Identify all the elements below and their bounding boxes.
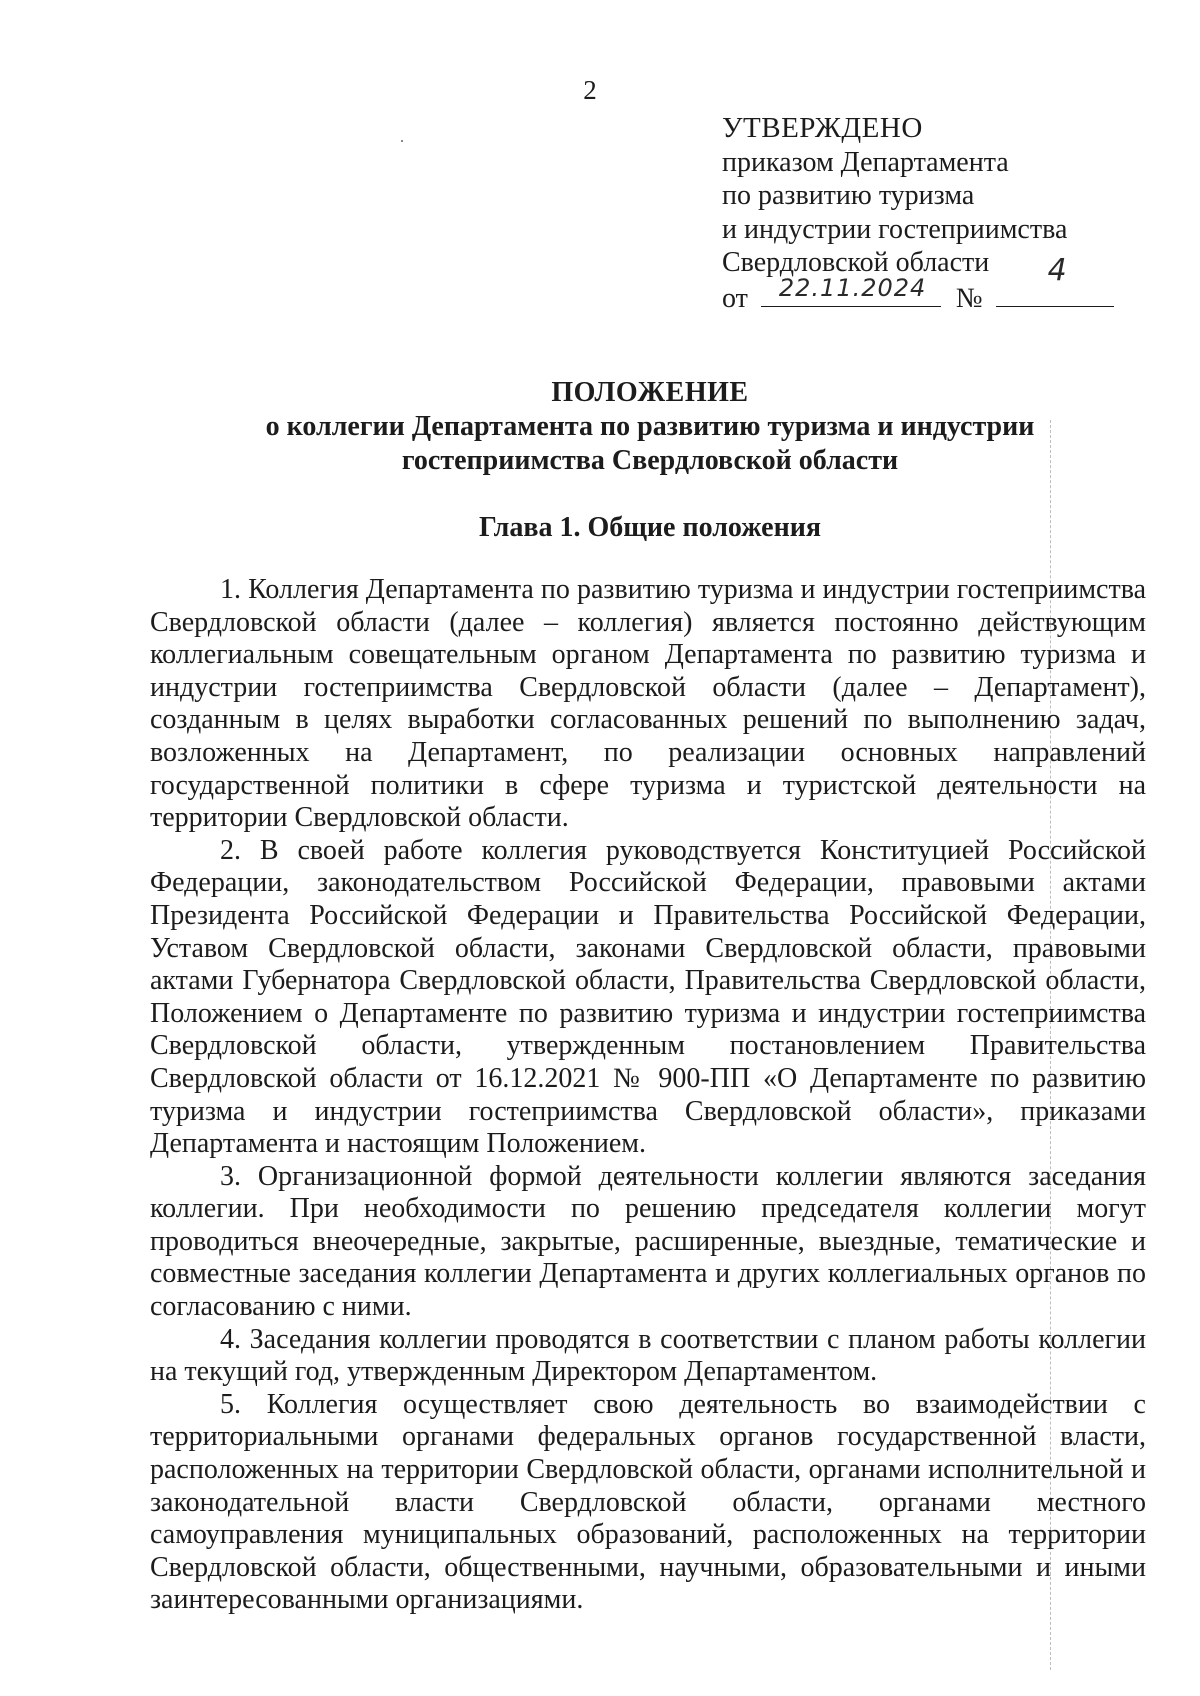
paragraph-2: 2. В своей работе коллегия руководствуется Конституцией Российской Федерации, законодательством Российской Федерации, правовыми актами Президента Российской Федерации и Правительства Российской Федерации, Уставом Свердловской области, законами Свердловской области, правовыми актами Губернатора Свердловской области, Правительства Свердловской области, Положением о Департаменте по развитию туризма и индустрии гостеприимства Свердловской области, утвержденным постановлением Правительства Свердловской области от 16.12.2021 № 900-ПП «О Департаменте по развитию туризма и индустрии гостеприимства Свердловской области», приказами Департамента и настоящим Положением. <box>150 834 1146 1160</box>
page-number-text: 2 <box>583 75 597 105</box>
number-sign: № <box>955 282 983 314</box>
approval-line-3: и индустрии гостеприимства <box>722 213 1068 245</box>
approval-stamp-block <box>722 112 1142 314</box>
approval-line-4: Свердловской области <box>722 247 990 278</box>
handwritten-number: 4 <box>1047 252 1068 288</box>
title-line-2: о коллегии Департамента по развитию туризма и индустрии <box>265 411 1035 442</box>
document-title <box>150 376 1150 478</box>
paragraph-5: 5. Коллегия осуществляет свою деятельность во взаимодействии с территориальными органами федеральных органов государственной власти, расположенных на территории Свердловской области, органами исполнительной и законодательной власти Свердловской области, органами местного самоуправления муниципальных образований, расположенных на территории Свердловской области, общественными, научными, образовательными и иными заинтересованными организациями. <box>150 1388 1146 1616</box>
title-line-3: гостеприимства Свердловской области <box>401 445 899 476</box>
paragraph-1: 1. Коллегия Департамента по развитию туризма и индустрии гостеприимства Свердловской области (далее – коллегия) является постоянно действующим коллегиальным совещательным органом Департамента по развитию туризма и индустрии гостеприимства Свердловской области (далее – Департамент), созданным в целях выработки согласованных решений по выполнению задач, возложенных на Департамент, по реализации основных направлений государственной политики в сфере туризма и туристской деятельности на территории Свердловской области. <box>150 574 1146 834</box>
approval-line-2: по развитию туризма <box>722 180 975 211</box>
handwritten-date: 22.11.2024 <box>778 273 927 302</box>
date-blank <box>761 273 941 307</box>
date-prefix: от <box>722 282 748 314</box>
paragraph-4: 4. Заседания коллегии проводятся в соответствии с планом работы коллегии на текущий год, утвержденным Директором Департаментом. <box>150 1323 1146 1388</box>
approval-line-1: приказом Департамента <box>722 146 1009 178</box>
title-line-1: ПОЛОЖЕНИЕ <box>551 377 749 408</box>
scan-speck <box>401 140 403 142</box>
page-number <box>0 74 1200 106</box>
document-body <box>150 574 1146 1617</box>
approval-heading: УТВЕРЖДЕНО <box>722 112 923 144</box>
number-blank <box>996 252 1114 307</box>
chapter-heading: Глава 1. Общие положения <box>478 512 821 543</box>
paragraph-3: 3. Организационной формой деятельности коллегии являются заседания коллегии. При необходимости по решению председателя коллегии могут проводиться внеочередные, закрытые, расширенные, выездные, тематические и совместные заседания коллегии Департамента и других коллегиальных органов по согласованию с ними. <box>150 1160 1146 1323</box>
